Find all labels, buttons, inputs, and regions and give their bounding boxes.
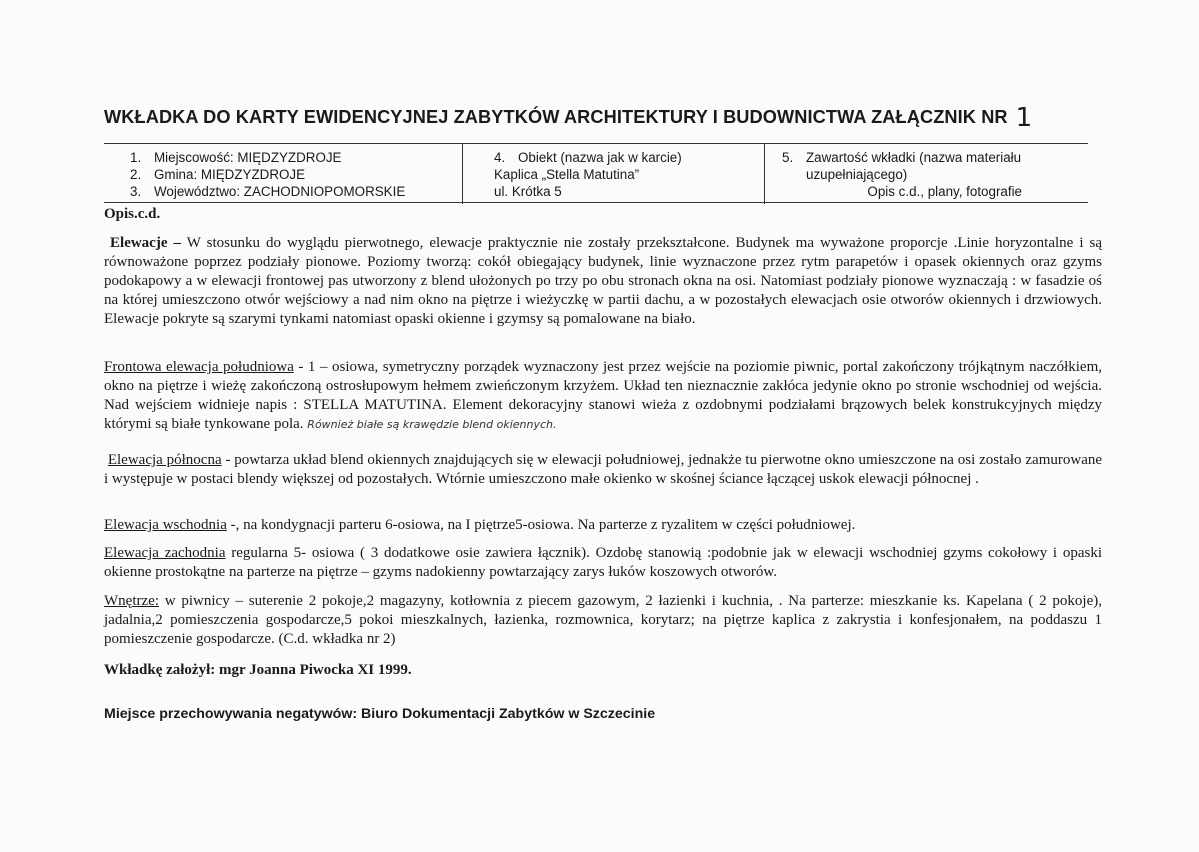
- column-divider: [462, 144, 463, 204]
- content-column: 5. Zawartość wkładki (nazwa materiału uzupełniającego) Opis c.d., plany, fotografie: [782, 149, 1082, 200]
- storage-line: Miejsce przechowywania negatywów: Biuro Dokumentacji Zabytków w Szczecinie: [104, 706, 656, 722]
- paragraph-label: Frontowa elewacja południowa: [104, 359, 294, 375]
- object-column: 4. Obiekt (nazwa jak w karcie) Kaplica „Stella Matutina” ul. Krótka 5: [494, 149, 764, 200]
- title-text: WKŁADKA DO KARTY EWIDENCYJNEJ ZABYTKÓW ARCHITEKTURY I BUDOWNICTWA ZAŁĄCZNIK NR: [104, 107, 1008, 127]
- paragraph-interior: Wnętrze: w piwnicy – suterenie 2 pokoje,2 magazyny, kotłownia z piecem gazowym, 2 łazienki i kuchnia, . Na parterze: mieszkanie ks. Kapelana ( 2 pokoje), jadalnia,2 pomieszczenia gospodarcze,5 pokoi mieszkalnych, łazienka, rozmownica, korytarz; na piętrze kaplica z zakrystia i konfesjonałem, na poddaszu 1 pomieszczenie gospodarcze. (C.d. wkładka nr 2): [104, 593, 1102, 647]
- location-row: 3. Województwo: ZACHODNIOPOMORSKIE: [130, 184, 406, 199]
- object-address: ul. Krótka 5: [494, 184, 562, 199]
- paragraph-east-elevation: Elewacja wschodnia -, na kondygnacji parteru 6-osiowa, na I piętrze5-osiowa. Na parterze z ryzalitem w części południowej.: [104, 517, 856, 533]
- object-name: Kaplica „Stella Matutina”: [494, 167, 640, 182]
- location-row: 2. Gmina: MIĘDZYZDROJE: [130, 167, 306, 182]
- location-town: Miejscowość: MIĘDZYZDROJE: [154, 150, 342, 165]
- location-province: Województwo: ZACHODNIOPOMORSKIE: [154, 184, 406, 199]
- document-title: [104, 100, 1104, 133]
- content-heading: Zawartość wkładki (nazwa materiału: [806, 150, 1022, 165]
- paragraph-label: Wnętrze:: [104, 593, 159, 609]
- author-line: Wkładkę założył: mgr Joanna Piwocka XI 1999.: [104, 662, 412, 678]
- paragraph-label: Elewacja wschodnia: [104, 517, 227, 533]
- handwritten-note: Również białe są krawędzie blend okiennych.: [307, 418, 557, 431]
- paragraph-elevations: Elewacje – W stosunku do wyglądu pierwotnego, elewacje praktycznie nie zostały przekształcone. Budynek ma wyważone proporcje .Linie horyzontalne i są równoważone poprzez podziały pionowe. Poziomy tworzą: cokół obiegający budynek, linie wyznaczone przez rytm parapetów i opasek okiennych oraz gzyms podokapowy a w elewacji frontowej pas utworzony z blend ułożonych po trzy po obu stronach okna na osi. Natomiast podziały pionowe wyznaczają : w fasadzie oś na której umieszczono otwór wejściowy a nad nim okno na piętrze i wieżyczkę w partii dachu, a w pozostałych elewacjach osie otworów okiennych i drzwiowych. Elewacje pokryte są szarymi tynkami natomiast opaski okienne i gzymsy są pomalowane na biało.: [104, 235, 1102, 327]
- object-heading: Obiekt (nazwa jak w karcie): [518, 150, 682, 165]
- table-bottom-rule: [104, 202, 1088, 203]
- location-commune: Gmina: MIĘDZYZDROJE: [154, 167, 306, 182]
- paragraph-label: Elewacje –: [110, 235, 181, 251]
- location-row: 1. Miejscowość: MIĘDZYZDROJE: [130, 150, 342, 165]
- paragraph-label: Elewacja zachodnia: [104, 545, 226, 561]
- info-table: [104, 143, 1088, 204]
- column-divider: [764, 144, 765, 204]
- handwritten-attachment-number: 1: [1015, 103, 1033, 133]
- content-value: Opis c.d., plany, fotografie: [867, 184, 1022, 199]
- content-heading-cont: uzupełniającego): [806, 167, 908, 182]
- paragraph-south-elevation: Frontowa elewacja południowa - 1 – osiowa, symetryczny porządek wyznaczony jest przez wejście na poziomie piwnic, portal zakończony trójkątnym naczółkiem, okno na piętrze i wieżę zakończoną ostrosłupowym hełmem zwieńczonym krzyżem. Układ ten nieznacznie zakłóca jedynie okno po stronie wschodniej od wejścia. Nad wejściem widnieje napis : STELLA MATUTINA. Element dekoracyjny stanowi wieża z ozdobnymi podziałami brązowych belek konstrukcyjnych między którymi są białe tynkowane pola. Również białe są krawędzie blend okiennych.: [104, 359, 1102, 432]
- paragraph-north-elevation: Elewacja północna - powtarza układ blend okiennych znajdujących się w elewacji południowej, jednakże tu pierwotne okno umieszczone na osi zostało zamurowane i występuje w postaci blendy większej od pozostałych. Wtórnie umieszczono małe okienko w skośnej ściance łączącej uskok elewacji północnej .: [104, 452, 1103, 487]
- section-heading: Opis.c.d.: [104, 206, 161, 222]
- paragraph-west-elevation: Elewacja zachodnia regularna 5- osiowa ( 3 dodatkowe osie zawiera łącznik). Ozdobę stanowią :podobnie jak w elewacji wschodniej gzyms cokołowy i opaski okienne prostokątne na parterze na piętrze – gzyms nadokienny powtarzający zarys łuków koszowych otworów.: [104, 545, 1102, 580]
- location-column: [130, 149, 470, 200]
- paragraph-label: Elewacja północna: [107, 452, 222, 468]
